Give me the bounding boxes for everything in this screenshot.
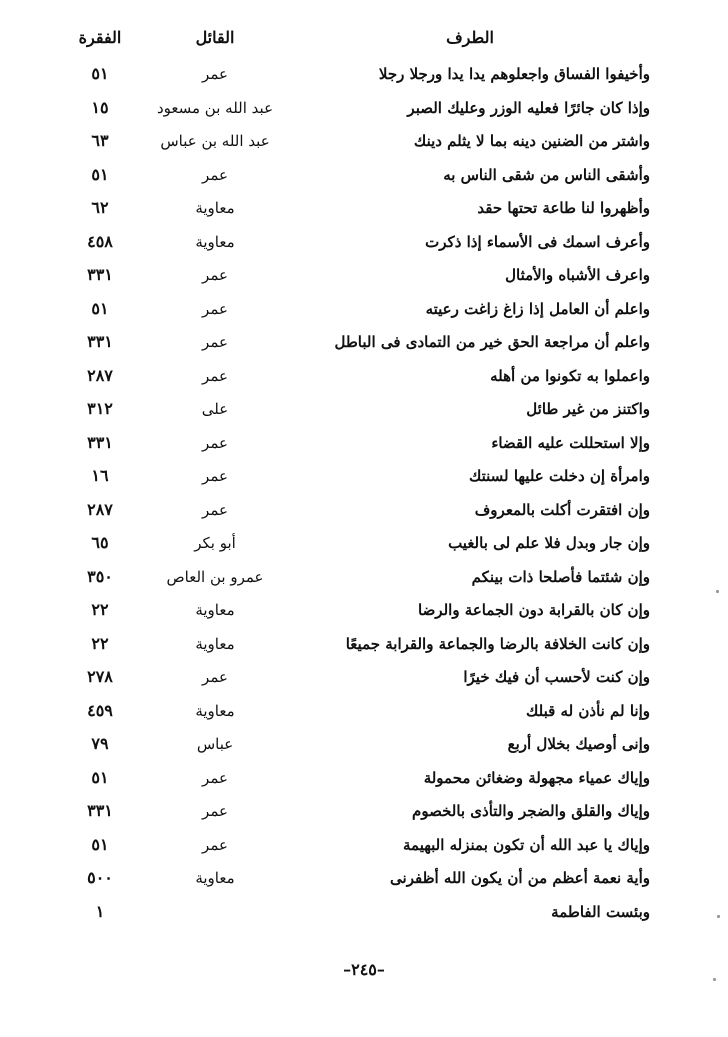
row-text: واعلم أن العامل إذا زاغ زاغت رعيته (425, 299, 650, 318)
row-speaker: معاوية (195, 232, 235, 251)
row-text: وإن افتقرت أكلت بالمعروف (474, 500, 650, 519)
table-row (0, 661, 728, 695)
table-row (0, 92, 728, 126)
page-number: –٢٤٥– (343, 960, 385, 979)
table-row (0, 360, 728, 394)
row-text: وإن كان بالقرابة دون الجماعة والرضا (418, 601, 650, 619)
row-paragraph-number: ٢٨٧ (87, 499, 113, 519)
row-speaker: عمر (202, 333, 228, 351)
row-text: وبئست الفاطمة (551, 902, 650, 921)
table-row (0, 695, 728, 729)
row-paragraph-number: ٣٣١ (87, 801, 113, 820)
row-text: وأعرف اسمك فى الأسماء إذا ذكرت (425, 232, 650, 251)
row-paragraph-number: ٢٨٧ (87, 365, 113, 385)
row-paragraph-number: ٢٧٨ (87, 667, 113, 686)
row-paragraph-number: ٣٣١ (87, 332, 113, 351)
row-paragraph-number: ٣٣١ (87, 265, 113, 284)
row-paragraph-number: ٢٢ (91, 600, 109, 619)
scan-speck (716, 590, 719, 593)
row-text: وأية نعمة أعظم من أن يكون الله أظفرنى (390, 869, 650, 887)
row-text: وإن كنت لأحسب أن فيك خيرًا (463, 668, 650, 686)
row-speaker: عمر (202, 433, 228, 452)
row-text: وإياك والقلق والضجر والتأذى بالخصوم (412, 802, 650, 820)
row-paragraph-number: ٤٥٨ (87, 231, 113, 251)
row-speaker: عمرو بن العاص (166, 567, 264, 586)
row-speaker: عبد الله بن مسعود (156, 98, 274, 117)
row-paragraph-number: ٧٩ (91, 734, 109, 753)
row-speaker: عمر (202, 835, 228, 854)
row-paragraph-number: ٦٢ (91, 198, 109, 217)
row-paragraph-number: ٥١ (91, 834, 109, 854)
table-row (0, 125, 728, 159)
row-speaker: معاوية (195, 601, 235, 619)
table-row (0, 628, 728, 662)
row-speaker: معاوية (195, 869, 235, 887)
header-speaker-column: القائل (195, 28, 235, 47)
table-header (0, 28, 728, 56)
header-paragraph-column: الفقرة (78, 28, 122, 47)
table-row (0, 762, 728, 796)
row-speaker: عمر (202, 802, 228, 820)
row-text: واشتر من الضنين دينه بما لا يثلم دينك (413, 132, 650, 150)
row-paragraph-number: ٥١ (91, 164, 109, 184)
row-speaker: عمر (202, 500, 228, 519)
table-row (0, 326, 728, 360)
row-text: وامرأة إن دخلت عليها لسنتك (468, 467, 650, 485)
row-paragraph-number: ٣١٢ (87, 399, 113, 418)
table-row (0, 460, 728, 494)
row-paragraph-number: ٦٣ (91, 131, 109, 150)
table-body (0, 58, 728, 929)
row-speaker: على (201, 400, 229, 418)
table-row (0, 192, 728, 226)
row-text: وإن جار وبدل فلا علم لى بالغيب (448, 534, 650, 552)
row-paragraph-number: ٤٥٩ (87, 700, 113, 720)
table-row (0, 427, 728, 461)
scan-speck (717, 915, 720, 918)
table-row (0, 494, 728, 528)
table-row (0, 226, 728, 260)
row-speaker: أبو بكر (194, 534, 236, 552)
row-paragraph-number: ٢٢ (91, 633, 109, 653)
row-speaker: عمر (202, 768, 228, 787)
row-speaker: عمر (202, 266, 228, 284)
table-row (0, 393, 728, 427)
row-speaker: عمر (202, 165, 228, 184)
row-text: واعلم أن مراجعة الحق خير من التمادى فى الباطل (334, 333, 650, 351)
row-paragraph-number: ٥٠٠ (87, 868, 113, 887)
row-speaker: عمر (202, 467, 228, 485)
row-text: وإن كانت الخلافة بالرضا والجماعة والقرابة جميعًا (345, 634, 650, 653)
row-paragraph-number: ١٦ (91, 466, 109, 485)
table-row (0, 829, 728, 863)
row-speaker: معاوية (195, 701, 235, 720)
table-row (0, 795, 728, 829)
scan-speck (713, 978, 716, 981)
table-row (0, 159, 728, 193)
row-speaker: عمر (202, 65, 228, 83)
row-text: وإياك عمياء مجهولة وضغائن محمولة (423, 768, 650, 787)
row-paragraph-number: ١٥ (91, 97, 109, 117)
row-speaker: عباس (196, 735, 234, 753)
row-speaker: عمر (202, 668, 228, 686)
table-row (0, 862, 728, 896)
row-paragraph-number: ٥١ (91, 298, 109, 318)
table-row (0, 527, 728, 561)
row-text: واعملوا به تكونوا من أهله (490, 366, 650, 385)
table-row (0, 728, 728, 762)
row-text: واكتنز من غير طائل (526, 400, 650, 418)
row-text: وإن شئتما فأصلحا ذات بينكم (471, 567, 650, 586)
row-text: وأشقى الناس من شقى الناس به (443, 165, 650, 184)
row-paragraph-number: ١ (95, 901, 105, 921)
row-speaker: معاوية (195, 199, 235, 217)
row-text: وأظهروا لنا طاعة تحتها حقد (477, 199, 650, 217)
row-text: وأخيفوا الفساق واجعلوهم يدا يدا ورجلا رجلا (378, 65, 650, 83)
row-paragraph-number: ٥١ (91, 767, 109, 787)
row-text: وإنى أوصيك بخلال أربع (507, 735, 650, 753)
row-text: وإذا كان جائرًا فعليه الوزر وعليك الصبر (407, 98, 650, 117)
row-text: واعرف الأشباه والأمثال (505, 266, 650, 284)
row-speaker: معاوية (195, 634, 235, 653)
table-row (0, 896, 728, 930)
row-text: وإلا استحللت عليه القضاء (491, 433, 650, 452)
table-row (0, 594, 728, 628)
row-speaker: عمر (202, 299, 228, 318)
table-row (0, 561, 728, 595)
row-speaker: عمر (202, 366, 228, 385)
row-text: وإياك يا عبد الله أن تكون بمنزله البهيمة (402, 835, 650, 854)
header-text-column: الطرف (446, 28, 494, 47)
table-row (0, 58, 728, 92)
table-row (0, 293, 728, 327)
row-paragraph-number: ٣٣١ (87, 432, 113, 452)
row-paragraph-number: ٦٥ (91, 533, 109, 552)
row-paragraph-number: ٥١ (91, 64, 109, 83)
row-speaker: عبد الله بن عباس (160, 132, 270, 150)
row-text: وإنا لم نأذن له قبلك (526, 701, 650, 720)
row-paragraph-number: ٣٥٠ (87, 566, 113, 586)
table-row (0, 259, 728, 293)
